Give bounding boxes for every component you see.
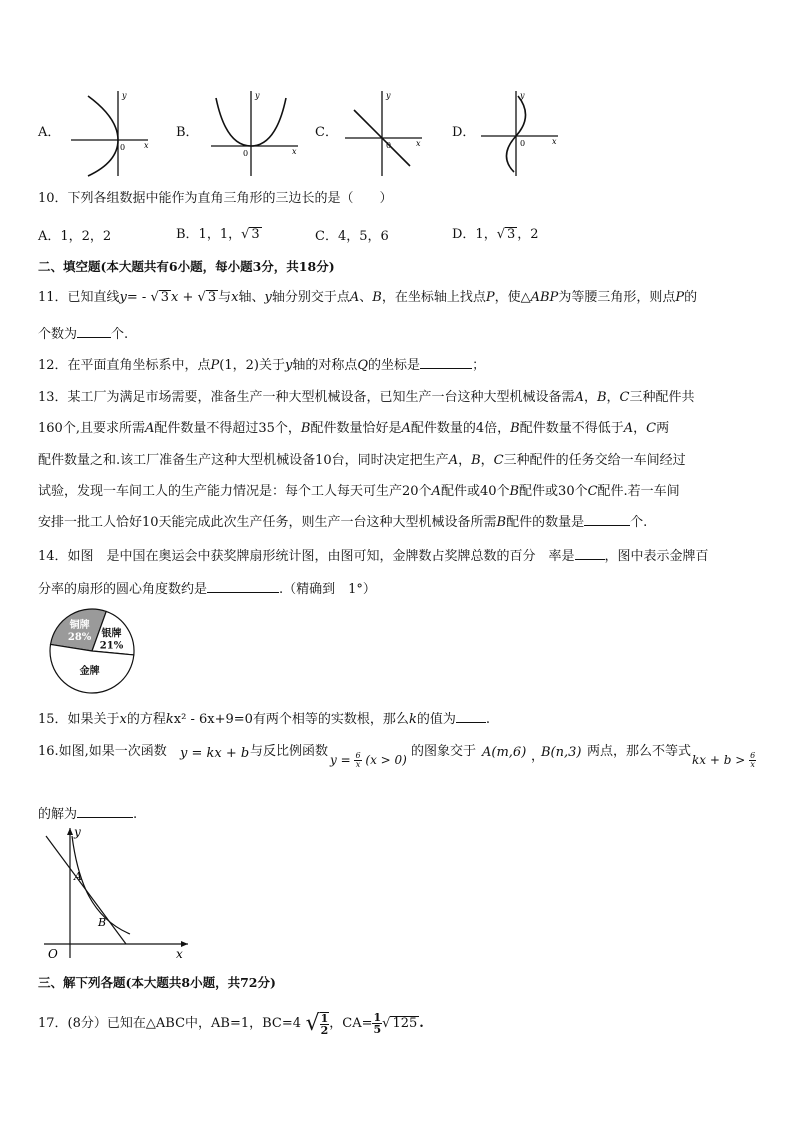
option-b-label: B． <box>176 125 199 140</box>
pie-label-2: 金牌 <box>79 665 100 677</box>
option-c-graph <box>340 88 430 182</box>
c-origin: 0 <box>386 141 392 150</box>
graph-label-y: y <box>74 825 81 839</box>
option-b-graph <box>206 88 302 182</box>
q14-answer-blank-1 <box>575 547 605 560</box>
a-origin: 0 <box>120 143 126 152</box>
q10-option-b: B．1，1，√ 3 <box>176 227 260 242</box>
q13-line-1: 13．某工厂为满足市场需要，准备生产一种大型机械设备，已知生产一台这种大型机械设备需A，B，C三种配件共 <box>38 390 695 405</box>
q16-linear-function: y = kx + b <box>180 746 250 761</box>
graph-label-b: B <box>98 916 107 929</box>
q16-inverse-function: y = $\frac{6}{x}$ (x > 0) <box>330 751 407 769</box>
q13-answer-blank <box>584 513 630 526</box>
q12-line: 12．在平面直角坐标系中，点P(1，2)关于y轴的对称点Q的坐标是 ； <box>38 358 486 373</box>
option-a-label: A． <box>38 125 61 140</box>
pie-label-1: 银牌 <box>101 628 122 640</box>
b-axis-x: x <box>292 147 297 156</box>
q16-text-4: 两点，那么不等式 <box>587 744 692 759</box>
q16-point-b: B(n,3) <box>541 745 582 760</box>
medal-pie-chart <box>38 605 146 701</box>
q16-inequality: kx + b > $\frac{6}{x}$ <box>692 751 756 769</box>
pie-value-0: 28% <box>67 632 92 644</box>
a-axis-x: x <box>144 141 149 150</box>
q11-answer-blank <box>77 325 111 338</box>
option-d-label: D． <box>452 125 476 140</box>
q10-stem: 10．下列各组数据中能作为直角三角形的三边长的是（ ） <box>38 191 393 206</box>
q12-answer-blank <box>420 356 472 369</box>
q13-line-4: 试验，发现一车间工人的生产能力情况是：每个工人每天可生产20个A配件或40个B配件或30个C配件.若一车间 <box>38 484 680 499</box>
d-origin: 0 <box>520 139 526 148</box>
q16-function-graph <box>30 822 200 966</box>
q13-line-5: 安排一批工人恰好10天能完成此次生产任务，则生产一台这种大型机械设备所需B配件的数量是 个. <box>38 515 648 530</box>
pie-label-0: 铜牌 <box>69 620 90 632</box>
option-d-graph <box>478 88 568 182</box>
c-axis-x: x <box>416 139 421 148</box>
q16-line-2: 的解为 . <box>38 807 138 822</box>
graph-label-a: A <box>74 870 82 883</box>
pie-value-1: 21% <box>99 640 124 652</box>
option-c-label: C． <box>315 125 338 140</box>
section-2-heading: 二、填空题(本大题共有6小题，每小题3分，共18分) <box>38 259 335 274</box>
graph-label-x: x <box>176 947 183 961</box>
q15-line: 15．如果关于x的方程kx² - 6x+9=0有两个相等的实数根，那么k的值为 . <box>38 712 490 727</box>
d-axis-x: x <box>552 137 557 146</box>
graph-label-origin: O <box>48 947 58 961</box>
d-axis-y: y <box>520 91 525 100</box>
q11-line-2: 个数为 个. <box>38 327 129 342</box>
a-axis-y: y <box>122 91 127 100</box>
q13-line-3: 配件数量之和.该工厂准备生产这种大型机械设备10台，同时决定把生产A，B，C三种配件的任务交给一车间经过 <box>38 453 686 468</box>
q10-option-d: D．1，√ 3 ，2 <box>452 227 539 242</box>
option-a-graph <box>66 88 156 182</box>
q17-line: 17．(8分）已知在△ABC中，AB=1，BC=4 √ $\frac{1}{2}$ ，CA= $\frac{1}{5}$ √ 125 . <box>38 1011 424 1037</box>
q14-line-1: 14．如图 是中国在奥运会中获奖牌扇形统计图，由图可知，金牌数占奖牌总数的百分 率是 ，图中表示金牌百 <box>38 549 709 564</box>
q16-text-3: 的图象交于 <box>411 744 477 759</box>
q15-answer-blank <box>456 710 486 723</box>
q16-text-2: 与反比例函数 <box>250 744 329 759</box>
section-3-heading: 三、解下列各题(本大题共8小题，共72分) <box>38 975 276 990</box>
b-origin: 0 <box>243 149 249 158</box>
q16-sep: ， <box>531 749 545 764</box>
q13-line-2: 160个,且要求所需A配件数量不得超过35个，B配件数量恰好是A配件数量的4倍，B配件数量不得低于A，C两 <box>38 421 670 436</box>
q16-point-a: A(m,6) <box>482 745 527 760</box>
q14-answer-blank-2 <box>207 580 279 593</box>
b-axis-y: y <box>255 91 260 100</box>
q16-text-1: 16.如图,如果一次函数 <box>38 744 167 759</box>
q10-option-a: A．1，2，2 <box>38 229 112 244</box>
q11-line-1: 11．已知直线y= - √ 3 x + √ 3 与x轴、y轴分别交于点A、B，在坐标轴上找点P，使△ABP为等腰三角形，则点P的 <box>38 290 698 305</box>
c-axis-y: y <box>386 91 391 100</box>
q14-line-2: 分率的扇形的圆心角度数约是 .（精确到 1°） <box>38 582 376 597</box>
q16-answer-blank <box>77 805 133 818</box>
q10-option-c: C．4，5，6 <box>315 229 389 244</box>
